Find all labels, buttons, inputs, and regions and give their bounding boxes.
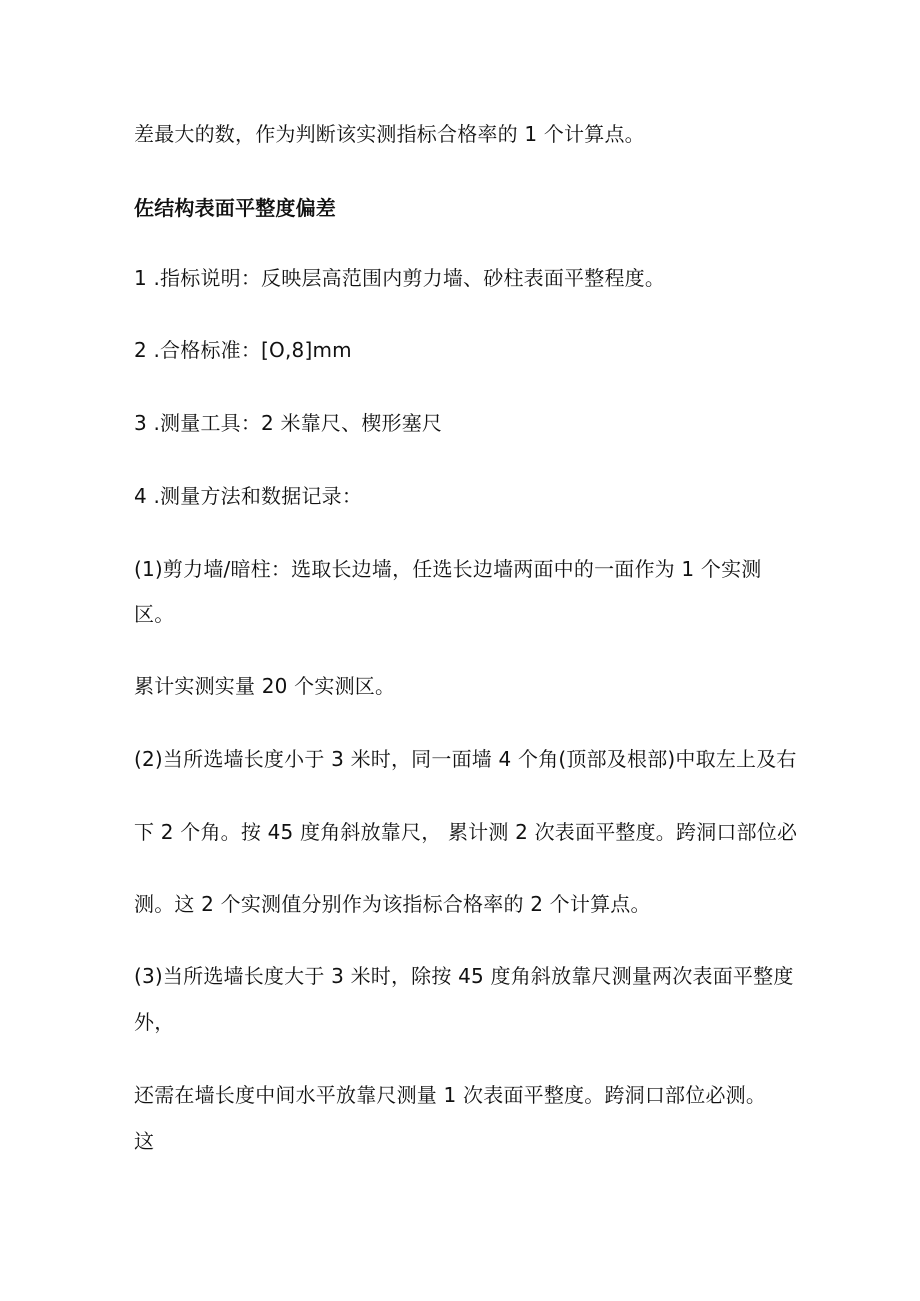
section-heading: 佐结构表面平整度偏差 [134,196,336,220]
sub-2-line-1: (2)当所选墙长度小于 3 米时，同一面墙 4 个角(顶部及根部)中取左上及右 [134,747,797,771]
item-4-method: 4 .测量方法和数据记录： [134,484,363,508]
sub-1-line-1: (1)剪力墙/暗柱：选取长边墙，任选长边墙两面中的一面作为 1 个实测 [134,557,762,581]
item-2-standard: 2 .合格标准：[O,8]mm [134,338,352,362]
cumulative-count-line: 累计实测实量 20 个实测区。 [134,674,396,698]
text-line-calc-point: 差最大的数，作为判断该实测指标合格率的 1 个计算点。 [134,122,645,146]
sub-3-line-4: 这 [134,1129,155,1153]
sub-2-line-3: 测。这 2 个实测值分别作为该指标合格率的 2 个计算点。 [134,892,651,916]
sub-2-line-2: 下 2 个角。按 45 度角斜放靠尺， 累计测 2 次表面平整度。跨洞口部位必 [134,820,798,844]
sub-3-line-3: 还需在墙长度中间水平放靠尺测量 1 次表面平整度。跨洞口部位必测。 [134,1083,767,1107]
sub-3-line-1: (3)当所选墙长度大于 3 米时，除按 45 度角斜放靠尺测量两次表面平整度 [134,964,794,988]
item-3-tools: 3 .测量工具：2 米靠尺、楔形塞尺 [134,411,443,435]
sub-3-line-2: 外， [134,1010,175,1034]
sub-1-line-2: 区。 [134,602,175,626]
item-1-description: 1 .指标说明：反映层高范围内剪力墙、砂柱表面平整程度。 [134,266,666,290]
